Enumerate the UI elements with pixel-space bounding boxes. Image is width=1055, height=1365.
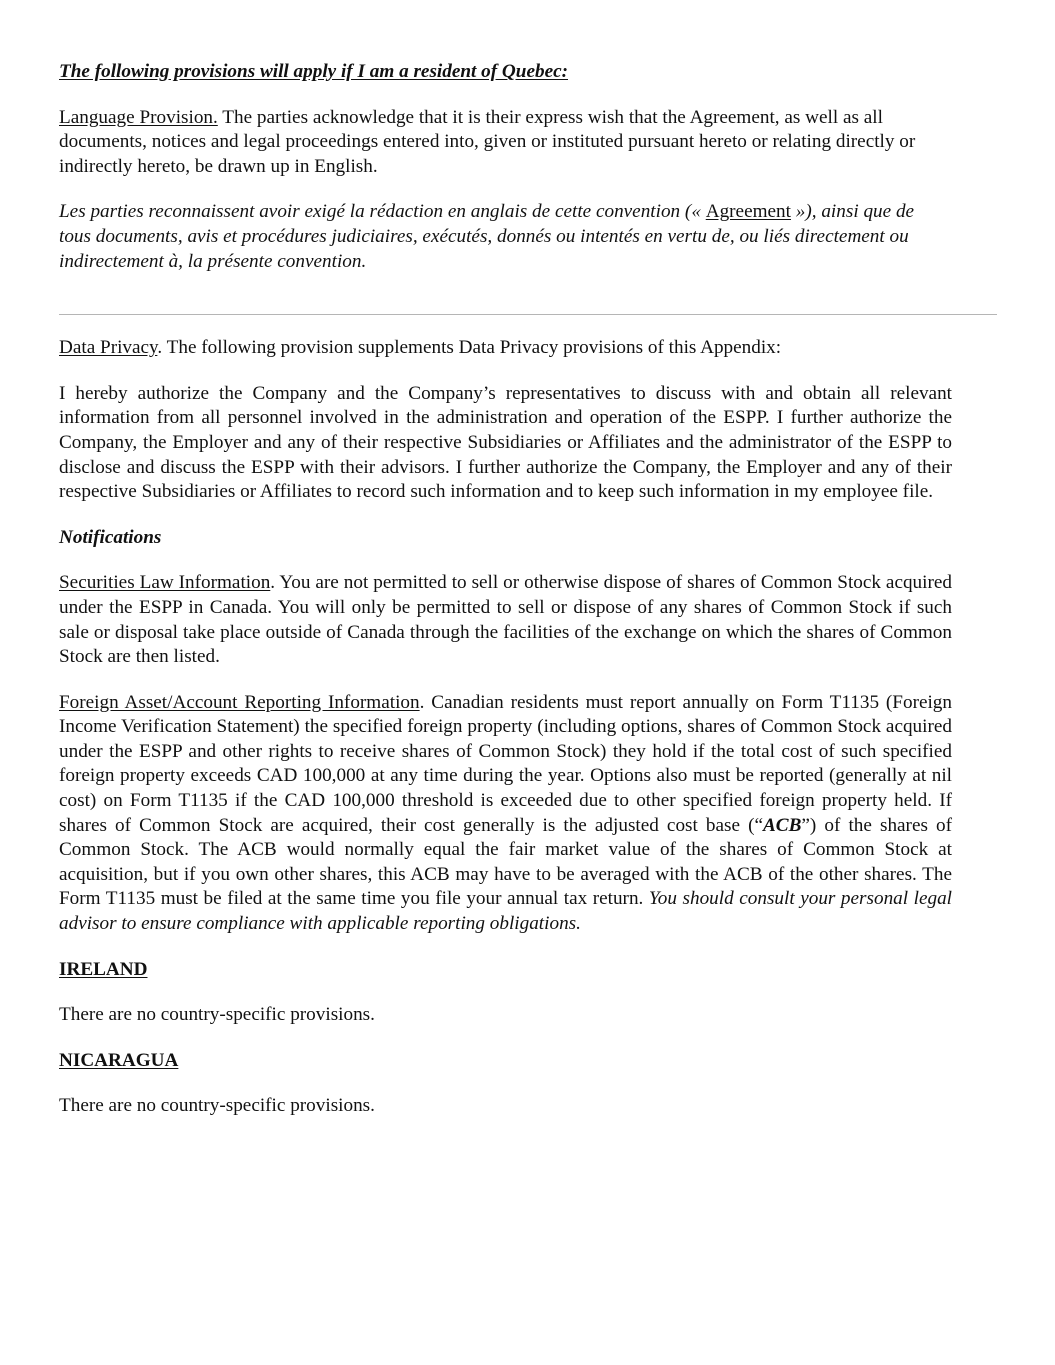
securities-law-title: Securities Law Information — [59, 572, 271, 594]
data-privacy: Data Privacy. The following provision supplements Data Privacy provisions of this Appendix: — [59, 337, 782, 359]
foreign-asset-reporting: Foreign Asset/Account Reporting Information. Canadian residents must report annually on Form T1135 (Foreign Income Verification Statement) the specified foreign property (including options, shares of Common Stock acquired under the ESPP and other rights to receive shares of Common Stock) they hold if the total cost of such specified foreign property exceeds CAD 100,000 at any time during the year. Options also must be reported (generally at nil cost) on Form T1135 if the CAD 100,000 threshold is exceeded due to other specified foreign property held. If shares of Common Stock are acquired, their cost generally is the adjusted cost base (“ACB”) of the shares of Common Stock. The ACB would normally equal the fair market value of the shares of Common Stock at acquisition, but if you own other shares, this ACB may have to be averaged with the ACB of the other shares. The Form T1135 must be filed at the same time you file your annual tax return. You should consult your personal legal advisor to ensure compliance with applicable reporting obligations. — [59, 691, 952, 935]
foreign-asset-title: Foreign Asset/Account Reporting Information — [59, 691, 420, 713]
language-provision — [59, 106, 952, 180]
acb-term: ACB — [763, 814, 802, 836]
language-provision-body: The parties acknowledge that it is their express wish that the Agreement, as well as all documents, notices and legal proceedings entered into, given or instituted pursuant hereto or relating directly or indirectly hereto, be drawn up in English. — [59, 106, 916, 177]
country-text-ireland: There are no country-specific provisions. — [59, 1004, 375, 1026]
language-provision-title: Language Provision. — [59, 106, 218, 128]
data-privacy-body: I hereby authorize the Company and the Company’s representatives to discuss with and obtain all relevant information from all personnel involved in the administration and operation of the ESPP. I further authorize the Company, the Employer and any of their respective Subsidiaries or Affiliates and the administrator of the ESPP to disclose and discuss the ESPP with their advisors. I further authorize the Company, the Employer and any of their respective Subsidiaries or Affiliates to record such information and to keep such information in my employee file. — [59, 382, 952, 503]
document-page — [59, 60, 952, 1119]
notifications-heading: Notifications — [59, 526, 162, 548]
french-provision: Les parties reconnaissent avoir exigé la rédaction en anglais de cette convention (« Agreement »), ainsi que de tous documents, avis et procédures judiciaires, exécutés, donnés ou intentés en vertu de, ou liés directement ou indirectement à, la présente convention. — [59, 201, 915, 272]
data-privacy-title: Data Privacy — [59, 337, 158, 359]
country-text-nicaragua: There are no country-specific provisions. — [59, 1095, 375, 1117]
securities-law-info: Securities Law Information. You are not permitted to sell or otherwise dispose of shares of Common Stock acquired under the ESPP in Canada. You will only be permitted to sell or dispose of any shares of Common Stock if such sale or disposal take place outside of Canada through the facilities of the exchange on which the shares of Common Stock are then listed. — [59, 572, 952, 668]
quebec-heading: The following provisions will apply if I am a resident of Quebec: — [59, 61, 568, 82]
french-agreement-term: Agreement — [705, 201, 791, 223]
country-heading-nicaragua: NICARAGUA — [59, 1049, 179, 1071]
country-heading-ireland: IRELAND — [59, 958, 148, 980]
